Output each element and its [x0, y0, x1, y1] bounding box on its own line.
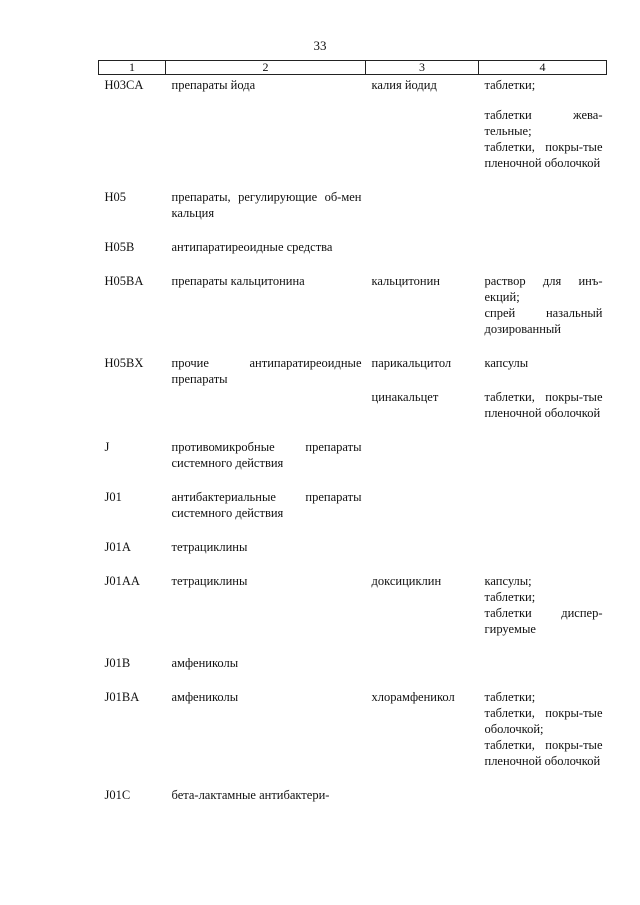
group-name-cell: [166, 255, 366, 337]
atc-code: J01A: [104, 540, 131, 554]
table-row: [99, 421, 607, 471]
dosage-form: таблетки;: [484, 78, 536, 92]
atc-code: J01C: [104, 788, 131, 802]
group-name-cell: [166, 671, 366, 769]
substance-name: калия йодид: [371, 78, 437, 92]
atc-code: H05B: [104, 240, 135, 254]
group-name: антибактериальные препараты системного действия: [171, 490, 362, 520]
group-name: тетрациклины: [171, 574, 248, 588]
table-row: [99, 555, 607, 637]
group-name-cell: [166, 769, 366, 803]
atc-code: H05BA: [104, 274, 144, 288]
atc-code: J: [104, 440, 110, 454]
dosage-forms-cell: [479, 75, 607, 172]
substance-name: парикальцитол: [371, 356, 452, 370]
substance-cell: [366, 671, 479, 769]
group-name-cell: [166, 337, 366, 421]
atc-code-cell: [99, 75, 166, 172]
dosage-forms-cell: [479, 171, 607, 221]
column-header: 2: [166, 61, 366, 75]
dosage-form: таблетки, покры-тые пленочной оболочкой: [484, 738, 603, 768]
substance-cell: [366, 471, 479, 521]
dosage-forms-cell: [479, 555, 607, 637]
table-row: [99, 769, 607, 803]
group-name: антипаратиреоидные средства: [171, 240, 333, 254]
atc-code-cell: [99, 221, 166, 255]
dosage-form: таблетки, покры-тые пленочной оболочкой: [484, 140, 603, 170]
substance-name: цинакальцет: [371, 390, 439, 404]
dosage-form: таблетки диспер-гируемые: [484, 606, 603, 636]
atc-code: J01B: [104, 656, 131, 670]
substance-cell: [366, 769, 479, 803]
group-name-cell: [166, 471, 366, 521]
atc-code-cell: [99, 337, 166, 421]
dosage-forms-cell: [479, 337, 607, 421]
page-number: 33: [313, 38, 327, 53]
table-row: [99, 221, 607, 255]
group-name-cell: [166, 555, 366, 637]
table-row: [99, 671, 607, 769]
medicines-table: [98, 60, 607, 803]
dosage-form: спрей назальный дозированный: [484, 306, 603, 336]
atc-code-cell: [99, 671, 166, 769]
atc-code: J01BA: [104, 690, 140, 704]
group-name: тетрациклины: [171, 540, 248, 554]
substance-cell: [366, 421, 479, 471]
atc-code: H05BX: [104, 356, 144, 370]
table-row: [99, 255, 607, 337]
substance-cell: [366, 555, 479, 637]
dosage-form: таблетки;: [484, 590, 536, 604]
group-name: препараты кальцитонина: [171, 274, 305, 288]
table-row: [99, 75, 607, 172]
dosage-form: таблетки жева-тельные;: [484, 108, 603, 138]
dosage-form: таблетки;: [484, 690, 536, 704]
dosage-form: капсулы: [484, 356, 529, 370]
group-name: препараты, регулирующие об-мен кальция: [171, 190, 362, 220]
group-name-cell: [166, 221, 366, 255]
group-name: прочие антипаратиреоидные препараты: [171, 356, 362, 386]
dosage-forms-cell: [479, 637, 607, 671]
substance-cell: [366, 171, 479, 221]
dosage-form: таблетки, покры-тые оболочкой;: [484, 706, 603, 736]
dosage-forms-cell: [479, 769, 607, 803]
column-header: 3: [366, 61, 479, 75]
atc-code: J01: [104, 490, 122, 504]
table-row: [99, 637, 607, 671]
group-name: амфениколы: [171, 656, 239, 670]
atc-code-cell: [99, 555, 166, 637]
substance-cell: [366, 521, 479, 555]
group-name-cell: [166, 421, 366, 471]
group-name-cell: [166, 171, 366, 221]
group-name: амфениколы: [171, 690, 239, 704]
dosage-forms-cell: [479, 421, 607, 471]
group-name: противомикробные препараты системного действия: [171, 440, 362, 470]
atc-code: H05: [104, 190, 127, 204]
atc-code: H03CA: [104, 78, 144, 92]
dosage-forms-cell: [479, 255, 607, 337]
atc-code-cell: [99, 769, 166, 803]
substance-cell: [366, 221, 479, 255]
dosage-forms-cell: [479, 471, 607, 521]
atc-code-cell: [99, 637, 166, 671]
substance-cell: [366, 637, 479, 671]
group-name: бета-лактамные антибактери-: [171, 788, 330, 802]
dosage-form: раствор для инъ-екций;: [484, 274, 603, 304]
group-name-cell: [166, 75, 366, 172]
substance-name: кальцитонин: [371, 274, 440, 288]
atc-code-cell: [99, 521, 166, 555]
substance-cell: [366, 337, 479, 421]
substance-cell: [366, 255, 479, 337]
dosage-forms-cell: [479, 221, 607, 255]
table-row: [99, 471, 607, 521]
dosage-forms-cell: [479, 521, 607, 555]
table-row: [99, 171, 607, 221]
group-name: препараты йода: [171, 78, 256, 92]
dosage-forms-cell: [479, 671, 607, 769]
atc-code: J01AA: [104, 574, 140, 588]
atc-code-cell: [99, 421, 166, 471]
dosage-form: таблетки, покры-тые пленочной оболочкой: [484, 390, 603, 420]
table-row: [99, 521, 607, 555]
group-name-cell: [166, 637, 366, 671]
substance-name: доксициклин: [371, 574, 442, 588]
dosage-form: капсулы;: [484, 574, 532, 588]
substance-cell: [366, 75, 479, 172]
table-row: [99, 337, 607, 421]
column-header: 4: [479, 61, 607, 75]
group-name-cell: [166, 521, 366, 555]
atc-code-cell: [99, 255, 166, 337]
substance-name: хлорамфеникол: [371, 690, 455, 704]
column-header: 1: [99, 61, 166, 75]
table-header-row: [99, 61, 607, 75]
atc-code-cell: [99, 171, 166, 221]
atc-code-cell: [99, 471, 166, 521]
